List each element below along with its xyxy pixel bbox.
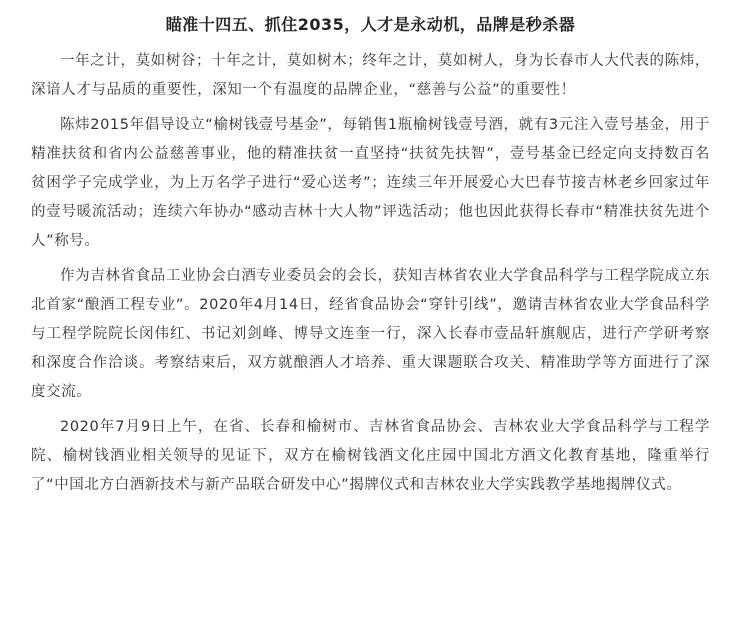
article-title: 瞄准十四五、抓住2035，人才是永动机，品牌是秒杀器: [165, 15, 576, 34]
article-paragraph-3: 作为吉林省食品工业协会白酒专业委员会的会长，获知吉林省农业大学食品科学与工程学院成立东北首家“酿酒工程专业”。2020年4月14日，经省食品协会“穿针引线”，邀请吉林省农业大学食品科学与工程学院院长闵伟红、书记刘剑峰、博导文连奎一行，深入长春市壹品轩旗舰店，进行产学研考察和深度合作洽谈。考察结束后，双方就酿酒人才培养、重大课题联合攻关、精准助学等方面进行了深度交流。: [31, 268, 710, 400]
article-paragraph-4: 2020年7月9日上午，在省、长春和榆树市、吉林省食品协会、吉林农业大学食品科学与工程学院、榆树钱酒业相关领导的见证下，双方在榆树钱酒文化庄园中国北方酒文化教育基地，隆重举行了“中国北方白酒新技术与新产品联合研发中心”揭牌仪式和吉林农业大学实践教学基地揭牌仪式。: [31, 419, 710, 493]
article-paragraph-1: 一年之计，莫如树谷；十年之计，莫如树木；终年之计，莫如树人，身为长春市人大代表的陈炜，深谙人才与品质的重要性，深知一个有温度的品牌企业，“慈善与公益”的重要性！: [31, 53, 710, 98]
article-paragraph-2: 陈炜2015年倡导设立“榆树钱壹号基金”，每销售1瓶榆树钱壹号酒，就有3元注入壹号基金，用于精准扶贫和省内公益慈善事业，他的精准扶贫一直坚持“扶贫先扶智”，壹号基金已经定向支持数百名贫困学子完成学业，为上万名学子进行“爱心送考”；连续三年开展爱心大巴春节接吉林老乡回家过年的壹号暖流活动；连续六年协办“感动吉林十大人物”评选活动；他也因此获得长春市“精准扶贫先进个人”称号。: [31, 117, 710, 249]
